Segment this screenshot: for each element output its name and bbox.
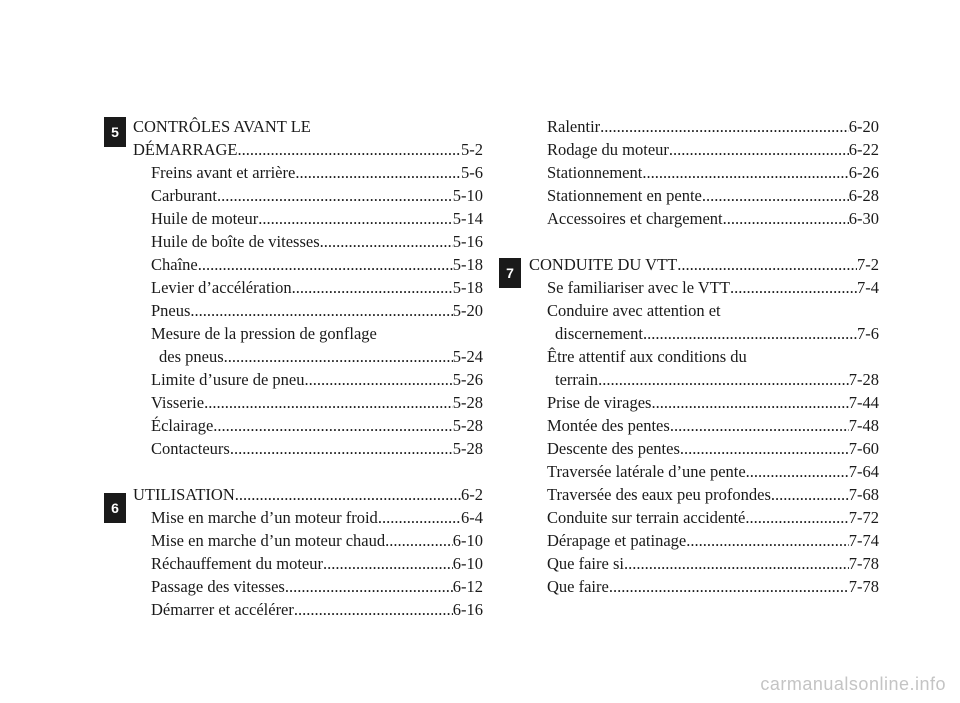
- toc-entry[interactable]: [529, 437, 879, 460]
- leader-dots: [305, 368, 453, 391]
- toc-entry[interactable]: [133, 299, 483, 322]
- toc-entry-label: Conduite sur terrain accidenté: [547, 508, 746, 527]
- toc-entry-label: Mise en marche d’un moteur chaud: [151, 531, 386, 550]
- leader-dots: [198, 253, 453, 276]
- toc-entry[interactable]: [529, 276, 879, 299]
- toc-entry-page: 7-68: [848, 485, 879, 504]
- leader-dots: [609, 575, 849, 598]
- leader-dots: [230, 437, 453, 460]
- toc-entry-label: Limite d’usure de pneu: [151, 370, 305, 389]
- toc-entry-page: 6-22: [848, 140, 879, 159]
- toc-entry-label: Descente des pentes: [547, 439, 680, 458]
- leader-dots: [670, 414, 849, 437]
- leader-dots: [323, 552, 453, 575]
- leader-dots: [294, 598, 453, 621]
- toc-left-column: [133, 115, 483, 621]
- toc-entry[interactable]: [529, 138, 879, 161]
- toc-entry[interactable]: [133, 529, 483, 552]
- toc-entry-page: 7-2: [857, 255, 879, 274]
- toc-entry-label: Levier d’accélération: [151, 278, 292, 297]
- watermark: carmanualsonline.info: [760, 674, 946, 694]
- toc-entry-page: 5-18: [452, 278, 483, 297]
- toc-entry-page: 6-2: [461, 485, 483, 504]
- toc-entry-page: 7-64: [848, 462, 879, 481]
- toc-entry[interactable]: [133, 552, 483, 575]
- toc-entry-page: 5-28: [452, 393, 483, 412]
- toc-entry-label: terrain: [555, 370, 599, 389]
- toc-entry-label: Carburant: [151, 186, 217, 205]
- leader-dots: [643, 322, 857, 345]
- leader-dots: [235, 483, 461, 506]
- toc-entry-page: 5-14: [452, 209, 483, 228]
- toc-entry-label: Traversée des eaux peu profondes: [547, 485, 771, 504]
- toc-entry-page: 6-10: [452, 554, 483, 573]
- leader-dots: [217, 184, 453, 207]
- toc-entry-label: Stationnement: [547, 163, 643, 182]
- leader-dots: [686, 529, 848, 552]
- toc-right-column: [529, 115, 879, 598]
- toc-entry-page: 7-74: [848, 531, 879, 550]
- leader-dots: [295, 161, 461, 184]
- leader-dots: [190, 299, 452, 322]
- toc-entry-label: Mise en marche d’un moteur froid: [151, 508, 378, 527]
- toc-entry-label: Mesure de la pression de gonflage: [151, 324, 377, 343]
- toc-entry[interactable]: [133, 575, 483, 598]
- toc-entry-label: Dérapage et patinage: [547, 531, 687, 550]
- toc-entry-label: des pneus: [159, 347, 224, 366]
- toc-entry-page: 5-2: [461, 140, 483, 159]
- toc-entry-label: Stationnement en pente: [547, 186, 702, 205]
- toc-section-5-title: CONTRÔLES AVANT LE: [133, 117, 311, 136]
- toc-entry-label: Contacteurs: [151, 439, 230, 458]
- toc-section-5-entry[interactable]: [133, 138, 483, 161]
- toc-entry[interactable]: [529, 322, 879, 345]
- section-tab-7: 7: [499, 258, 521, 288]
- toc-entry-label: Traversée latérale d’une pente: [547, 462, 746, 481]
- toc-entry[interactable]: [133, 345, 483, 368]
- toc-entry-label: CONDUITE DU VTT: [529, 255, 678, 274]
- toc-entry-page: 7-4: [857, 278, 879, 297]
- leader-dots: [320, 230, 453, 253]
- toc-entry[interactable]: [529, 529, 879, 552]
- section-tab-6: 6: [104, 493, 126, 523]
- toc-entry[interactable]: [133, 184, 483, 207]
- toc-entry-page: 7-48: [848, 416, 879, 435]
- toc-entry[interactable]: [529, 460, 879, 483]
- toc-entry-page: 5-24: [452, 347, 483, 366]
- toc-entry-page: 6-4: [461, 508, 483, 527]
- toc-entry-label: Se familiariser avec le VTT: [547, 278, 730, 297]
- toc-entry-label: Prise de virages: [547, 393, 652, 412]
- toc-entry-label: Accessoires et chargement: [547, 209, 723, 228]
- toc-entry[interactable]: [133, 414, 483, 437]
- toc-entry-label: discernement: [555, 324, 643, 343]
- toc-entry[interactable]: [133, 253, 483, 276]
- toc-entry-label: Visserie: [151, 393, 205, 412]
- toc-entry-label: Huile de boîte de vitesses: [151, 232, 320, 251]
- toc-entry-label: Que faire si: [547, 554, 624, 573]
- toc-section-6-entry[interactable]: [133, 483, 483, 506]
- leader-dots: [600, 115, 849, 138]
- toc-entry[interactable]: [529, 161, 879, 184]
- toc-entry-label: Montée des pentes: [547, 416, 670, 435]
- toc-entry-label: Pneus: [151, 301, 191, 320]
- leader-dots: [642, 161, 848, 184]
- leader-dots: [746, 460, 849, 483]
- leader-dots: [723, 207, 849, 230]
- toc-entry-page: 5-6: [461, 163, 483, 182]
- toc-entry[interactable]: [529, 115, 879, 138]
- toc-entry-label: Ralentir: [547, 117, 601, 136]
- toc-entry[interactable]: [529, 391, 879, 414]
- toc-entry-label: Réchauffement du moteur: [151, 554, 323, 573]
- toc-entry-label: Démarrer et accélérer: [151, 600, 294, 619]
- leader-dots: [204, 391, 453, 414]
- toc-entry-label: Freins avant et arrière: [151, 163, 296, 182]
- section-tab-5: 5: [104, 117, 126, 147]
- toc-entry[interactable]: [133, 598, 483, 621]
- toc-entry[interactable]: [133, 230, 483, 253]
- leader-dots: [677, 253, 857, 276]
- leader-dots: [378, 506, 461, 529]
- toc-entry[interactable]: [133, 207, 483, 230]
- toc-entry-page: 7-44: [848, 393, 879, 412]
- leader-dots: [598, 368, 849, 391]
- toc-entry-page: 5-28: [452, 439, 483, 458]
- toc-entry-page: 7-78: [848, 577, 879, 596]
- leader-dots: [651, 391, 848, 414]
- toc-entry[interactable]: [529, 414, 879, 437]
- leader-dots: [771, 483, 849, 506]
- toc-entry-page: 5-18: [452, 255, 483, 274]
- leader-dots: [680, 437, 849, 460]
- toc-entry-label: Chaîne: [151, 255, 198, 274]
- leader-dots: [669, 138, 849, 161]
- toc-entry-label: Huile de moteur: [151, 209, 259, 228]
- toc-entry[interactable]: [529, 368, 879, 391]
- toc-entry[interactable]: [529, 575, 879, 598]
- leader-dots: [238, 138, 461, 161]
- toc-entry[interactable]: [133, 161, 483, 184]
- toc-entry-label: Rodage du moteur: [547, 140, 669, 159]
- leader-dots: [730, 276, 857, 299]
- toc-entry-page: 5-26: [452, 370, 483, 389]
- toc-entry-label: Être attentif aux conditions du: [547, 347, 747, 366]
- toc-entry-page: 7-72: [848, 508, 879, 527]
- toc-entry-label: Que faire: [547, 577, 609, 596]
- leader-dots: [285, 575, 453, 598]
- toc-entry[interactable]: [133, 391, 483, 414]
- toc-entry[interactable]: [133, 368, 483, 391]
- toc-entry-page: 6-28: [848, 186, 879, 205]
- toc-entry-page: 7-28: [848, 370, 879, 389]
- toc-entry-page: 7-78: [848, 554, 879, 573]
- toc-entry-page: 5-10: [452, 186, 483, 205]
- leader-dots: [224, 345, 453, 368]
- toc-entry-page: 7-60: [848, 439, 879, 458]
- toc-entry[interactable]: [133, 506, 483, 529]
- toc-entry-label: Éclairage: [151, 416, 214, 435]
- toc-entry[interactable]: [529, 552, 879, 575]
- leader-dots: [624, 552, 849, 575]
- toc-entry[interactable]: [529, 483, 879, 506]
- leader-dots: [702, 184, 849, 207]
- leader-dots: [258, 207, 453, 230]
- leader-dots: [213, 414, 452, 437]
- toc-entry[interactable]: [133, 276, 483, 299]
- toc-entry-page: 6-26: [848, 163, 879, 182]
- toc-entry-page: 5-16: [452, 232, 483, 251]
- leader-dots: [745, 506, 848, 529]
- toc-entry-page: 6-16: [452, 600, 483, 619]
- leader-dots: [385, 529, 453, 552]
- toc-entry-page: 5-20: [452, 301, 483, 320]
- leader-dots: [292, 276, 453, 299]
- toc-entry-label: Passage des vitesses: [151, 577, 285, 596]
- toc-entry[interactable]: [133, 437, 483, 460]
- toc-entry-page: 6-12: [452, 577, 483, 596]
- toc-entry-page: 5-28: [452, 416, 483, 435]
- toc-section-7-entry[interactable]: [529, 253, 879, 276]
- toc-entry[interactable]: [529, 207, 879, 230]
- toc-entry-page: 7-6: [857, 324, 879, 343]
- toc-entry[interactable]: [529, 506, 879, 529]
- toc-entry-label: Conduire avec attention et: [547, 301, 721, 320]
- toc-entry[interactable]: [529, 184, 879, 207]
- toc-entry-page: 6-30: [848, 209, 879, 228]
- toc-entry-page: 6-10: [452, 531, 483, 550]
- toc-entry-label: UTILISATION: [133, 485, 235, 504]
- toc-entry-label: DÉMARRAGE: [133, 140, 238, 159]
- toc-entry-page: 6-20: [848, 117, 879, 136]
